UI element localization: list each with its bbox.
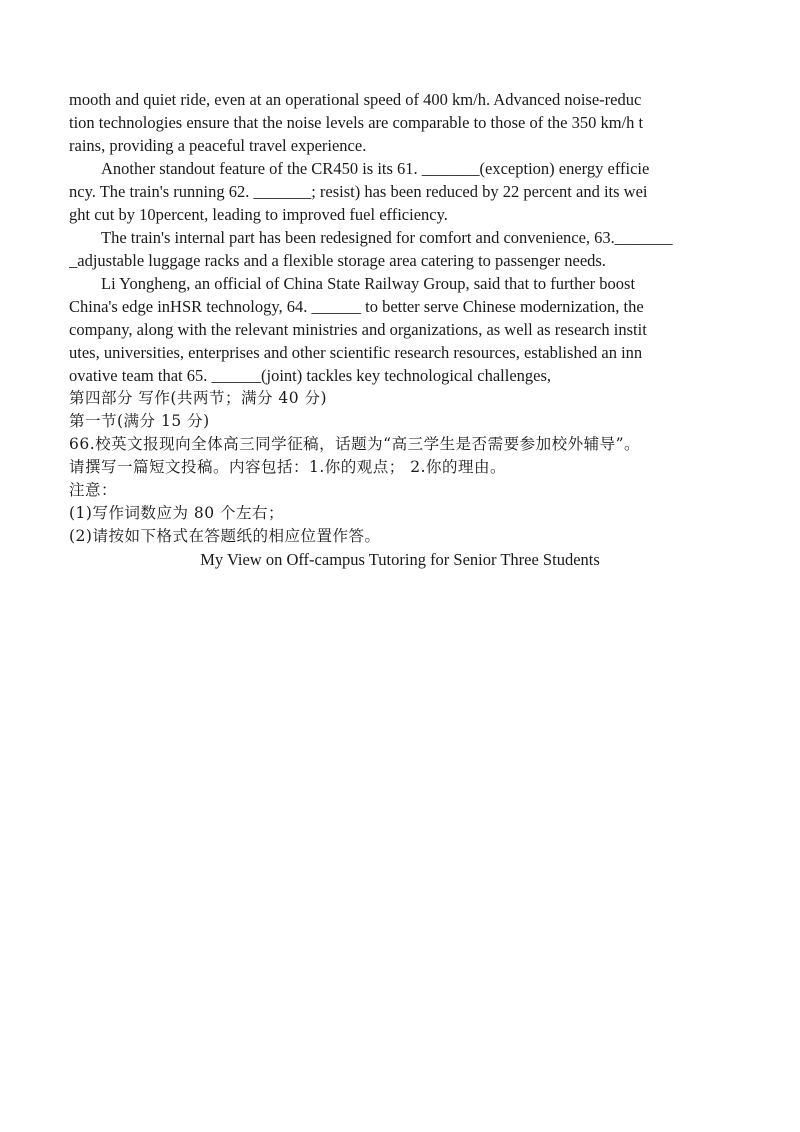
passage-line: rains, providing a peaceful travel experience. [69, 136, 367, 155]
passage-line: The train's internal part has been redesigned for comfort and convenience, 63._______ [101, 228, 673, 247]
note-item: (2)请按如下格式在答题纸的相应位置作答。 [69, 527, 381, 545]
task-instruction-line: 66.校英文报现向全体高三同学征稿，话题为“高三学生是否需要参加校外辅导”。 [69, 435, 641, 453]
section-heading: 第一节(满分 15 分) [69, 412, 210, 430]
note-label: 注意： [69, 481, 118, 499]
passage-line: Li Yongheng, an official of China State Railway Group, said that to further boost [101, 274, 636, 293]
passage-line: _adjustable luggage racks and a flexible storage area catering to passenger needs. [69, 251, 606, 270]
passage-line: ovative team that 65. ______(joint) tackles key technological challenges, [69, 366, 552, 385]
passage-line: company, along with the relevant ministries and organizations, as well as research instit [69, 320, 647, 339]
note-item: (1)写作词数应为 80 个左右； [69, 504, 285, 522]
passage-line: utes, universities, enterprises and other scientific research resources, established an inn [69, 343, 643, 362]
part-heading: 第四部分 写作(共两节；满分 40 分) [69, 389, 328, 407]
passage-line: mooth and quiet ride, even at an operational speed of 400 km/h. Advanced noise-reduc [69, 90, 642, 109]
passage-line: tion technologies ensure that the noise levels are comparable to those of the 350 km/h t [69, 113, 644, 132]
essay-title: My View on Off-campus Tutoring for Senior Three Students [200, 550, 600, 569]
document-content [69, 88, 731, 571]
passage-line: Another standout feature of the CR450 is its 61. _______(exception) energy efficie [101, 159, 650, 178]
passage-line: China's edge inHSR technology, 64. ______ to better serve Chinese modernization, the [69, 297, 644, 316]
task-instruction-line: 请撰写一篇短文投稿。内容包括：1.你的观点； 2.你的理由。 [69, 458, 507, 476]
passage-line: ncy. The train's running 62. _______; resist) has been reduced by 22 percent and its wei [69, 182, 648, 201]
passage-line: ght cut by 10percent, leading to improved fuel efficiency. [69, 205, 448, 224]
